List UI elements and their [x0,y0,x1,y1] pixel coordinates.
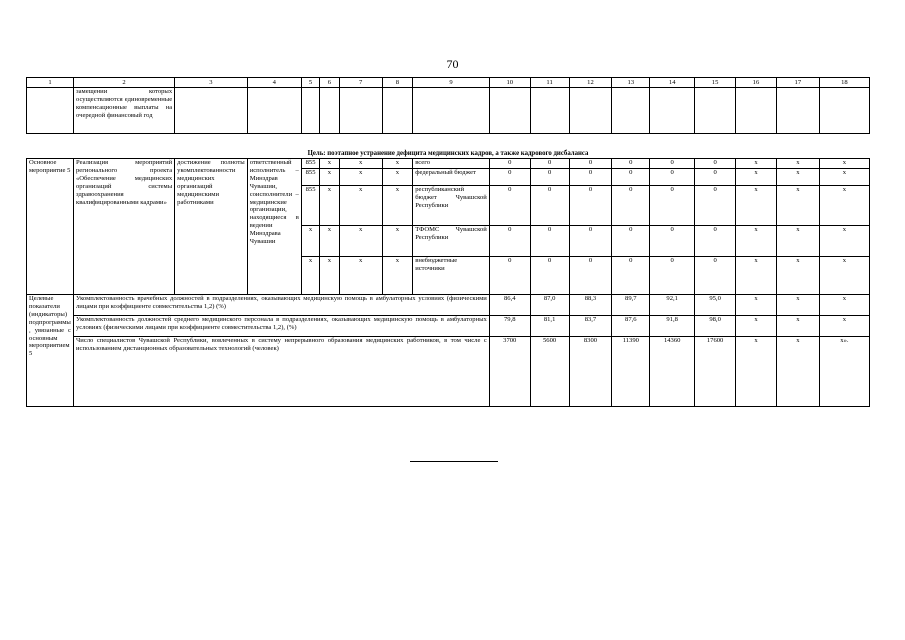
table-cell: х [339,226,382,257]
table-cell: х [819,316,869,337]
table-cell: х [320,169,339,186]
table-cell: 0 [489,169,530,186]
table-cell: 0 [569,257,612,295]
program-table [26,77,870,407]
table-cell: х [776,159,819,169]
table-cell: х». [819,337,869,407]
funding-source: республиканский бюджет Чувашской Республики [413,186,490,226]
table-cell: х [776,186,819,226]
table-cell: х [819,186,869,226]
table-cell: х [339,257,382,295]
table-cell: х [819,257,869,295]
header-cell: 15 [695,78,736,88]
table-cell: х [819,159,869,169]
table-cell: х [736,169,777,186]
table-cell: 86,4 [489,295,530,316]
table-cell: 0 [569,159,612,169]
table-cell: х [382,226,413,257]
header-cell: 3 [175,78,248,88]
table-cell: х [339,159,382,169]
table-cell: 11390 [612,337,650,407]
table-cell: 0 [569,226,612,257]
table-cell: 0 [530,159,569,169]
table-row [27,295,870,316]
table-cell: 89,7 [612,295,650,316]
header-cell: 13 [612,78,650,88]
table-cell: 88,3 [569,295,612,316]
header-cell: 11 [530,78,569,88]
table-cell: 0 [695,186,736,226]
table-cell: 87,6 [612,316,650,337]
table-cell: 79,8 [489,316,530,337]
goal-row [27,134,870,159]
table-cell: х [301,226,319,257]
table-row [27,316,870,337]
page-number: 70 [446,57,459,71]
table-cell: 0 [612,186,650,226]
table-cell: 0 [530,257,569,295]
goal-text: Цель: поэтапное устранение дефицита медицинских кадров, а также кадрового дисбаланса [27,134,870,159]
table-cell: 0 [650,159,695,169]
table-cell: 0 [612,226,650,257]
table-cell: х [819,169,869,186]
header-cell: 2 [74,78,175,88]
table-cell: х [819,226,869,257]
table-cell: 8300 [569,337,612,407]
table-cell: х [819,295,869,316]
table-cell: 0 [612,159,650,169]
indicators-label: Целевые показатели (индикаторы) подпрограммы, увязанные с основным мероприятием 5 [27,295,74,407]
table-cell: 17600 [695,337,736,407]
table-cell: 0 [650,169,695,186]
table-cell: 855 [301,186,319,226]
table-cell: х [736,337,777,407]
measure-executor: ответственный исполнитель – Минздрав Чувашии, соисполнители – медицинские организации, находящиеся в ведении Минздрава Чувашии [247,159,301,295]
table-cell: 0 [612,169,650,186]
table-cell: 0 [489,257,530,295]
funding-source: ТФОМС Чувашской Республики [413,226,490,257]
table-cell: х [776,169,819,186]
funding-source: всего [413,159,490,169]
table-row [27,337,870,407]
header-cell: 16 [736,78,777,88]
table-cell: 95,0 [695,295,736,316]
header-cell: 14 [650,78,695,88]
table-cell: 0 [489,159,530,169]
table-cell: х [776,257,819,295]
table-cell: х [736,295,777,316]
table-cell: х [339,169,382,186]
table-cell: 3700 [489,337,530,407]
header-cell: 8 [382,78,413,88]
table-cell: х [382,169,413,186]
header-cell: 4 [247,78,301,88]
table-cell: 0 [695,226,736,257]
table-cell: 91,8 [650,316,695,337]
header-cell: 9 [413,78,490,88]
indicator-text: Укомплектованность должностей среднего медицинского персонала в подразделениях, оказывающих медицинскую помощь в амбулаторных условиях (физическими лицами при коэффициенте совместительства 1,2), (%) [74,316,490,337]
table-cell: 81,1 [530,316,569,337]
table-cell: 0 [489,226,530,257]
header-cell: 5 [301,78,319,88]
table-cell: х [776,226,819,257]
header-cell: 17 [776,78,819,88]
header-cell: 10 [489,78,530,88]
continuation-row [27,88,870,134]
table-row [27,159,870,169]
table-cell: х [736,316,777,337]
table-cell: 855 [301,169,319,186]
table-cell: 14360 [650,337,695,407]
measure-result: достижение полноты укомплектованности медицинских организаций медицинскими работниками [175,159,248,295]
table-cell: х [301,257,319,295]
table-cell: х [776,316,819,337]
table-cell: х [736,159,777,169]
continuation-text: замещении которых осуществляются единовременные компенсационные выплаты на очередной финансовый год [74,88,175,134]
indicator-text: Укомплектованность врачебных должностей в подразделениях, оказывающих медицинскую помощь в амбулаторных условиях (физическими лицами при коэффициенте совместительства 1,2) (%) [74,295,490,316]
table-cell: х [736,257,777,295]
header-cell: 1 [27,78,74,88]
table-cell: 0 [530,186,569,226]
table-cell: 92,1 [650,295,695,316]
table-cell: 0 [612,257,650,295]
table-cell: х [382,186,413,226]
table-cell: 0 [650,186,695,226]
table-cell: х [736,186,777,226]
table-cell: 0 [695,159,736,169]
measure-description: Реализация мероприятий регионального проекта «Обеспечение медицинских организаций системы здравоохранения квалифицированными кадрами» [74,159,175,295]
table-cell: 0 [530,169,569,186]
table-cell: 5600 [530,337,569,407]
table-cell: х [320,186,339,226]
table-cell: 98,0 [695,316,736,337]
table-cell: 0 [569,169,612,186]
indicator-text: Число специалистов Чувашской Республики, вовлеченных в систему непрерывного образования медицинских работников, в том числе с использованием дистанционных образовательных технологий (человек) [74,337,490,407]
table-cell: х [339,186,382,226]
table-cell: 0 [650,226,695,257]
funding-source: федеральный бюджет [413,169,490,186]
table-cell: 0 [695,169,736,186]
funding-source: внебюджетные источники [413,257,490,295]
table-cell: 0 [650,257,695,295]
end-divider [410,461,498,462]
table-cell: х [776,295,819,316]
header-cell: 18 [819,78,869,88]
table-cell: 0 [530,226,569,257]
table-cell: х [382,257,413,295]
table-cell: 87,0 [530,295,569,316]
table-cell: х [320,257,339,295]
header-cell: 6 [320,78,339,88]
table-cell: 0 [489,186,530,226]
table-cell: 0 [569,186,612,226]
table-cell: х [320,226,339,257]
table-cell: х [776,337,819,407]
measure-name: Основное мероприятие 5 [27,159,74,295]
header-cell: 12 [569,78,612,88]
table-cell: х [320,159,339,169]
table-cell: 855 [301,159,319,169]
header-row [27,78,870,88]
table-cell: 0 [695,257,736,295]
header-cell: 7 [339,78,382,88]
table-cell: х [736,226,777,257]
table-cell: 83,7 [569,316,612,337]
table-cell: х [382,159,413,169]
